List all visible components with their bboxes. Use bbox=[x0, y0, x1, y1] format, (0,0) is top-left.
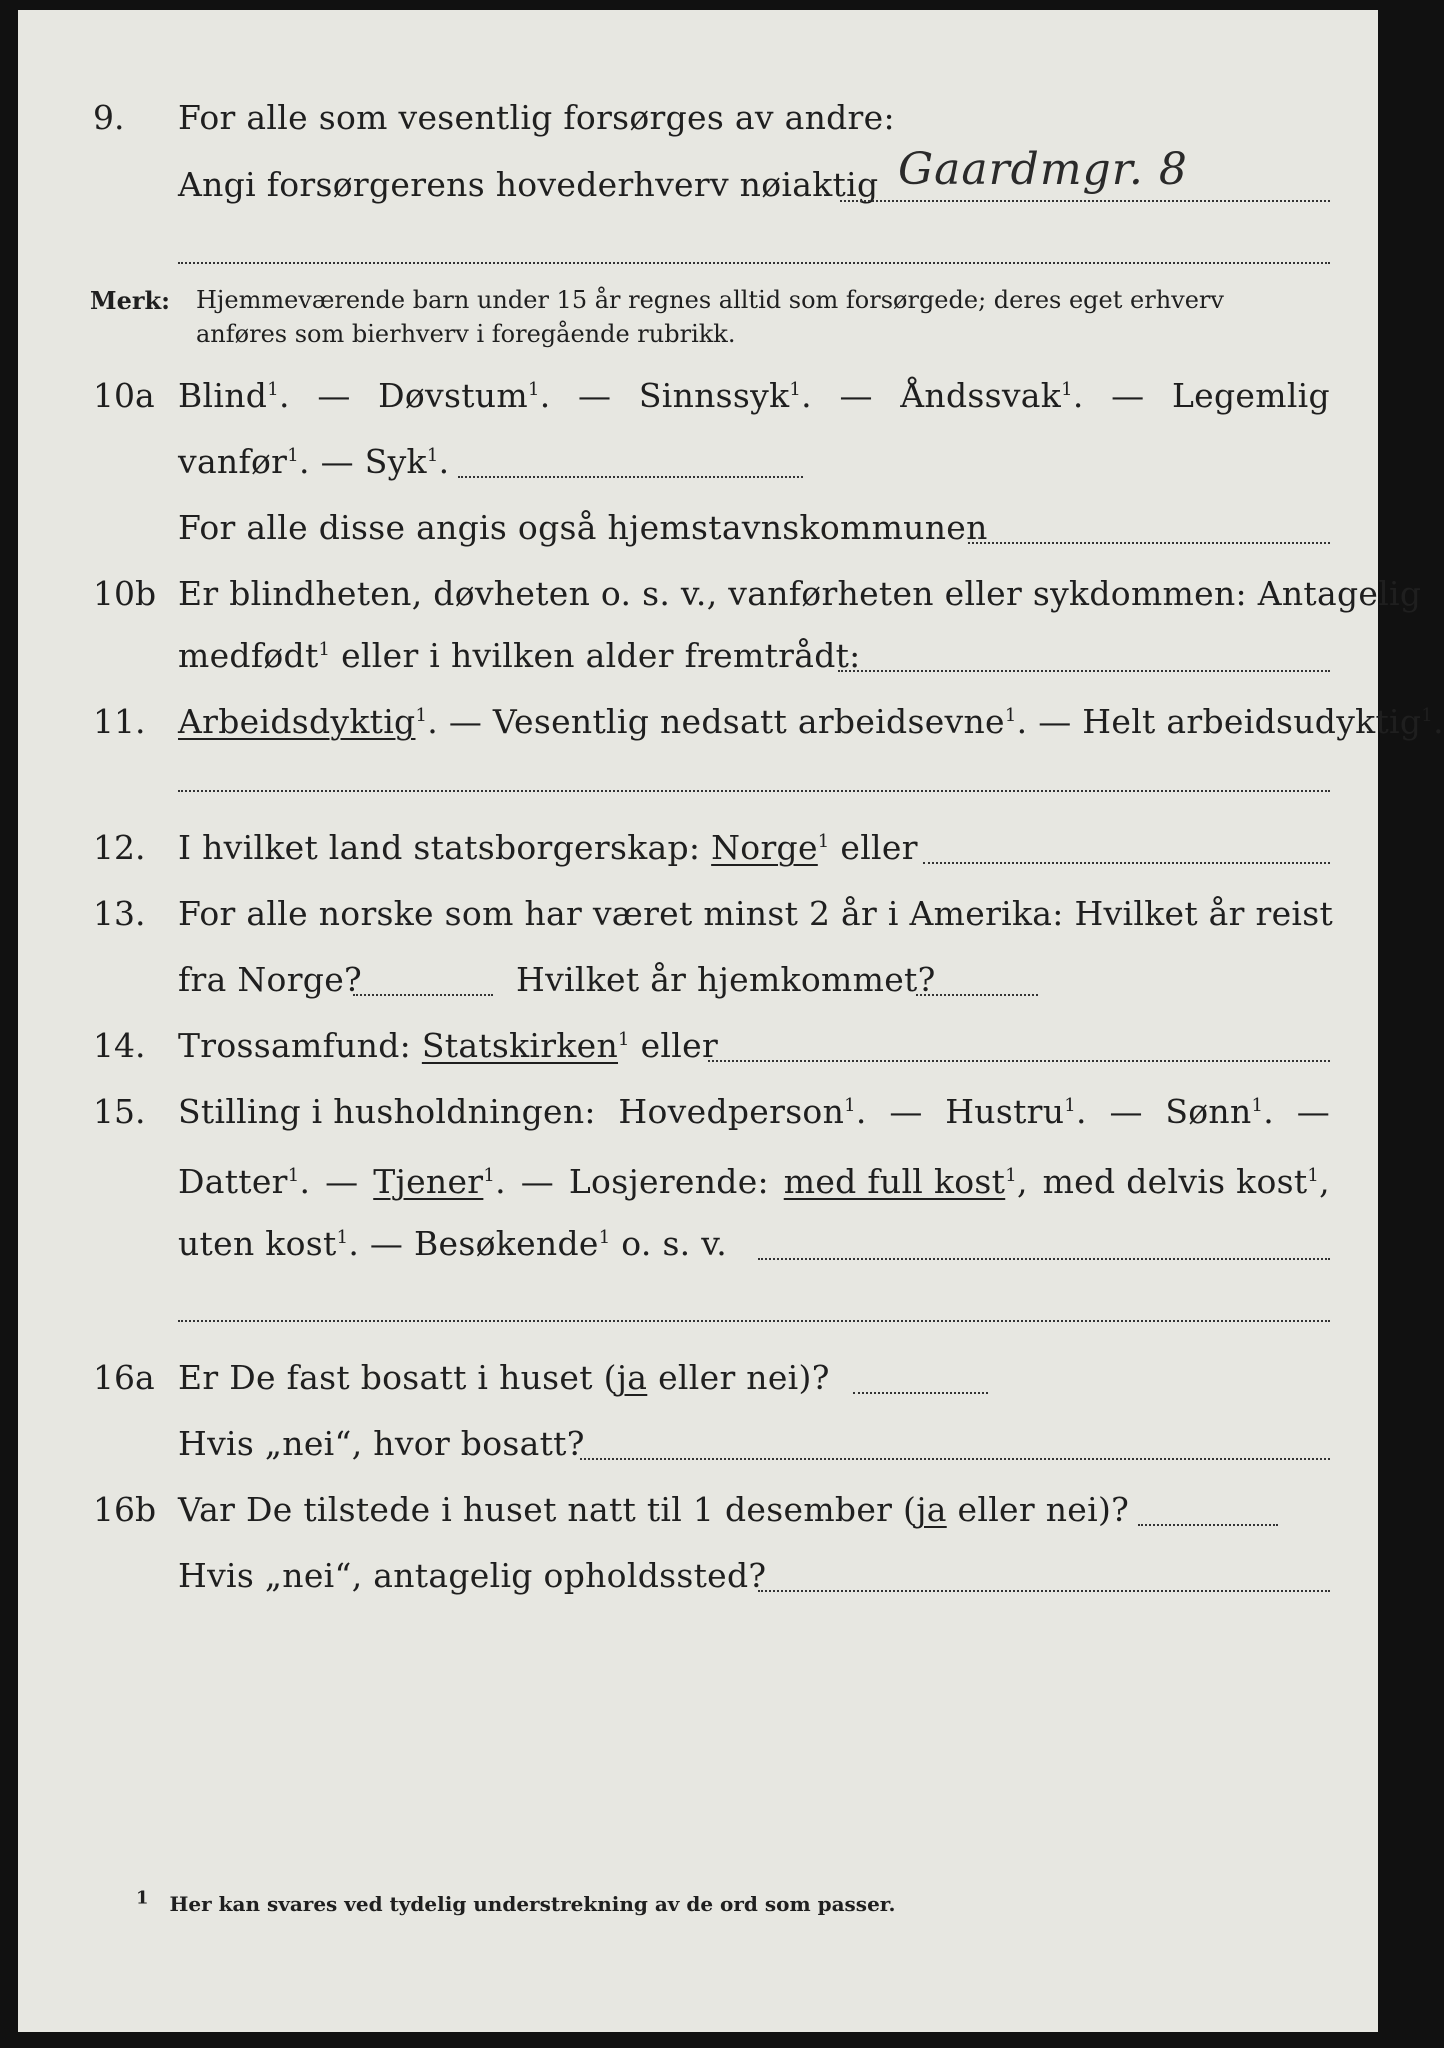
q15-answer-line bbox=[758, 1258, 1330, 1260]
q11-number: 11. bbox=[93, 702, 146, 741]
q13-hjemkommet-line bbox=[916, 994, 1038, 996]
merk-label: Merk: bbox=[90, 286, 170, 315]
q11-line: Arbeidsdyktig$^1$. — Vesentlig nedsatt arbeidsevne$^1$. — Helt arbeidsudyktig$^1$. bbox=[178, 702, 1444, 741]
q10a-number: 10a bbox=[93, 376, 155, 415]
q9-answer-line bbox=[840, 200, 1330, 202]
q16a-line1: Er De fast bosatt i huset (ja eller nei)? bbox=[178, 1358, 830, 1397]
q10b-answer-line bbox=[838, 670, 1330, 672]
q12-answer-line bbox=[923, 862, 1330, 864]
q14-line: Trossamfund: Statskirken$^1$ eller bbox=[178, 1026, 719, 1065]
q12-opt-norge: Norge bbox=[711, 828, 818, 867]
q16b-opt-ja: ja bbox=[916, 1490, 947, 1529]
q13-reist-line bbox=[353, 994, 493, 996]
q16b-number: 16b bbox=[93, 1490, 157, 1529]
q16b-answer-line bbox=[1138, 1524, 1278, 1526]
q9-line2: Angi forsørgerens hovederhverv nøiaktig bbox=[178, 165, 879, 204]
sep: — bbox=[839, 376, 873, 415]
opt-dovstum: Døvstum$^1$. bbox=[378, 376, 551, 415]
q10b-line2: medfødt$^1$ eller i hvilken alder fremtrådt: bbox=[178, 636, 861, 675]
opt-andssvak: Åndssvak$^1$. bbox=[900, 376, 1084, 415]
q10b-number: 10b bbox=[93, 574, 157, 613]
opt-legemlig: Legemlig bbox=[1171, 376, 1330, 415]
q15-opt-tjener: Tjener bbox=[373, 1162, 484, 1201]
q15-number: 15. bbox=[93, 1092, 146, 1131]
opt-blind: Blind$^1$. bbox=[178, 376, 290, 415]
q15-line2: Datter$^1$. — Tjener$^1$. — Losjerende: med full kost$^1$, med delvis kost$^1$, bbox=[178, 1162, 1330, 1201]
q16a-line2: Hvis „nei“, hvor bosatt? bbox=[178, 1424, 585, 1463]
q13-line2b: Hvilket år hjemkommet? bbox=[516, 960, 936, 999]
sep: — bbox=[578, 376, 612, 415]
footnote bbox=[136, 1887, 896, 1916]
q13-line2a: fra Norge? bbox=[178, 960, 363, 999]
q16b-opphold-line bbox=[758, 1590, 1330, 1592]
q12-number: 12. bbox=[93, 828, 146, 867]
q16b-line2: Hvis „nei“, antagelig opholdssted? bbox=[178, 1556, 767, 1595]
q10a-line3: For alle disse angis også hjemstavnskommunen bbox=[178, 508, 988, 547]
q14-answer-line bbox=[708, 1060, 1330, 1062]
footnote-text: Her kan svares ved tydelig understrekning av de ord som passer. bbox=[169, 1892, 896, 1916]
q9-number: 9. bbox=[93, 98, 125, 137]
q16a-bosatt-line bbox=[580, 1458, 1330, 1460]
q16b-line1: Var De tilstede i huset natt til 1 desember (ja eller nei)? bbox=[178, 1490, 1130, 1529]
q14-number: 14. bbox=[93, 1026, 146, 1065]
q16a-opt-ja: ja bbox=[616, 1358, 648, 1397]
q15-opt-fullkost: med full kost bbox=[783, 1162, 1006, 1201]
q14-opt-statskirken: Statskirken bbox=[421, 1026, 619, 1065]
q10a-line1 bbox=[178, 376, 1330, 415]
q16a-answer-line bbox=[853, 1392, 988, 1394]
q11-extra-line bbox=[178, 790, 1330, 792]
q15-extra-line bbox=[178, 1320, 1330, 1322]
sep: — bbox=[317, 376, 351, 415]
q11-opt-arbeidsdyktig: Arbeidsdyktig bbox=[178, 702, 416, 741]
q9-handwritten-answer: Gaardmgr. 8 bbox=[898, 144, 1188, 195]
q10b-line1: Er blindheten, døvheten o. s. v., vanførheten eller sykdommen: Antagelig bbox=[178, 574, 1422, 613]
sep: — bbox=[1111, 376, 1145, 415]
q15-line1: Stilling i husholdningen: Hovedperson$^1$. — Hustru$^1$. — Sønn$^1$. — bbox=[178, 1092, 1330, 1131]
q12-line: I hvilket land statsborgerskap: Norge$^1$ eller bbox=[178, 828, 918, 867]
q15-line3: uten kost$^1$. — Besøkende$^1$ o. s. v. bbox=[178, 1224, 728, 1263]
opt-sinnssyk: Sinnssyk$^1$. bbox=[638, 376, 812, 415]
census-form-page bbox=[18, 10, 1444, 2032]
q10a-line2: vanfør$^1$. — Syk$^1$. bbox=[178, 442, 450, 481]
merk-line1: Hjemmeværende barn under 15 år regnes alltid som forsørgede; deres eget erhverv bbox=[196, 286, 1224, 314]
footnote-mark: 1 bbox=[136, 1887, 149, 1909]
q10a-kommune-line bbox=[968, 542, 1330, 544]
q16a-number: 16a bbox=[93, 1358, 155, 1397]
q10a-syk-line bbox=[458, 476, 803, 478]
q9-extra-line bbox=[178, 262, 1330, 264]
q13-line1: For alle norske som har været minst 2 år i Amerika: Hvilket år reist bbox=[178, 894, 1334, 933]
q9-line1: For alle som vesentlig forsørges av andre: bbox=[178, 98, 895, 137]
q13-number: 13. bbox=[93, 894, 146, 933]
merk-line2: anføres som bierhverv i foregående rubrikk. bbox=[196, 320, 736, 348]
